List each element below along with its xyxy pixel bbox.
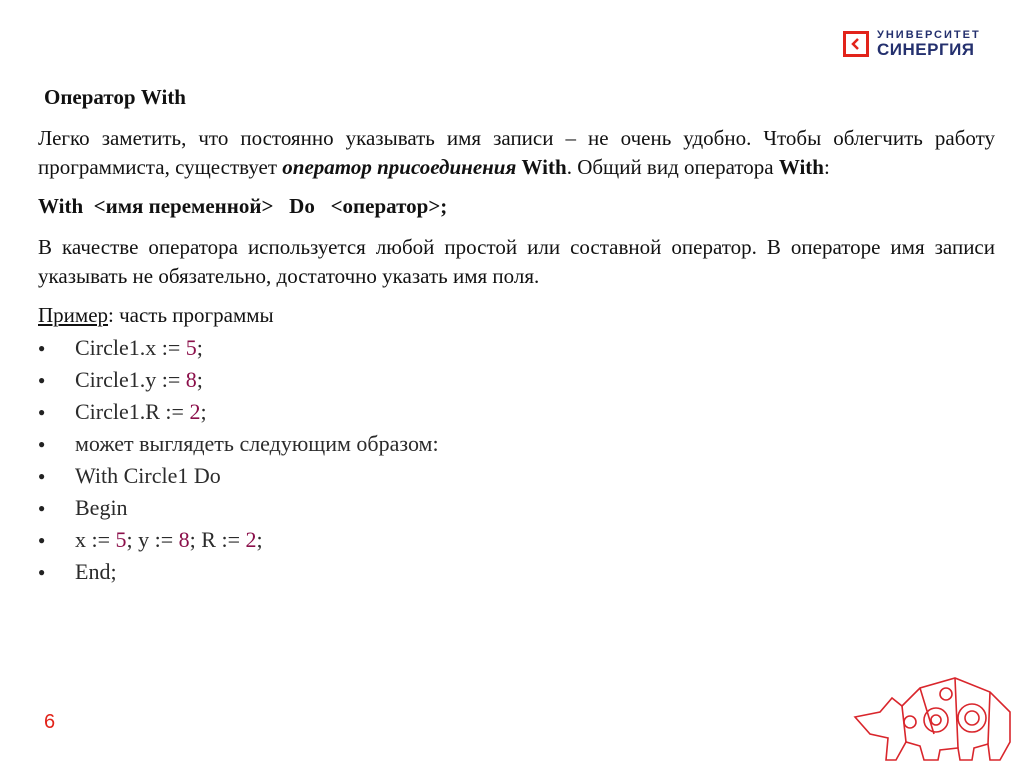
code-text: With Circle1 Do [75,463,221,488]
code-text: Circle1.R := [75,399,190,424]
code-text: Circle1.x := [75,335,186,360]
code-line [38,524,995,556]
example-rest: : часть программы [108,303,274,327]
code-number: 2 [189,399,201,424]
code-line [38,428,995,460]
intro-keyword: With [521,155,567,179]
code-text: Circle1.y := [75,367,186,392]
page-number: 6 [44,711,56,733]
code-text: ; [196,367,203,392]
code-text: ; [256,527,263,552]
bullet-icon: ● [38,533,46,547]
code-number: 8 [185,367,197,392]
code-number: 5 [115,527,127,552]
bullet-icon: ● [38,469,46,483]
code-number: 5 [185,335,197,360]
intro-paragraph [38,124,995,182]
intro-keyword-2: With [778,155,824,179]
example-heading [38,301,995,330]
logo-chevron-icon [843,31,869,57]
code-line [38,364,995,396]
code-number: 2 [245,527,257,552]
example-label: Пример [38,303,109,327]
code-text: ; R := [189,527,246,552]
logo-line-1: УНИВЕРСИТЕТ [877,29,981,41]
code-line [38,332,995,364]
code-line [38,396,995,428]
code-number: 8 [178,527,190,552]
intro-emphasis: оператор присоединения [282,155,517,179]
code-text: End; [75,559,117,584]
bullet-icon: ● [38,341,46,355]
code-line [38,492,995,524]
intro-text-after: . Общий вид оператора [566,155,779,179]
bullet-icon: ● [38,501,46,515]
explanation-paragraph: В качестве оператора используется любой простой или составной оператор. В операторе имя записи указывать не обязательно, достаточно указать имя поля. [38,235,995,288]
bullet-icon: ● [38,405,46,419]
slide-content [38,83,995,588]
code-line [38,460,995,492]
code-line [38,556,995,588]
colon: : [823,155,830,179]
slide-title: Оператор With [44,85,186,109]
bullet-icon: ● [38,565,46,579]
code-text: ; [200,399,207,424]
bullet-icon: ● [38,373,46,387]
intro-text: Легко заметить, что постоянно указывать имя записи – не очень удобно. Чтобы облегчить работу программиста, существует [38,126,995,179]
university-logo [843,30,981,58]
code-text: ; [196,335,203,360]
bullet-icon: ● [38,437,46,451]
code-text: x := [75,527,116,552]
logo-text [877,30,981,58]
logo-line-2: СИНЕРГИЯ [877,40,975,59]
code-list [38,332,995,588]
code-text: Begin [75,495,128,520]
syntax-line: With <имя переменной> Do <оператор>; [38,194,448,218]
code-text: может выглядеть следующим образом: [75,431,439,456]
rhino-icon [850,672,1020,764]
code-text: ; y := [126,527,179,552]
